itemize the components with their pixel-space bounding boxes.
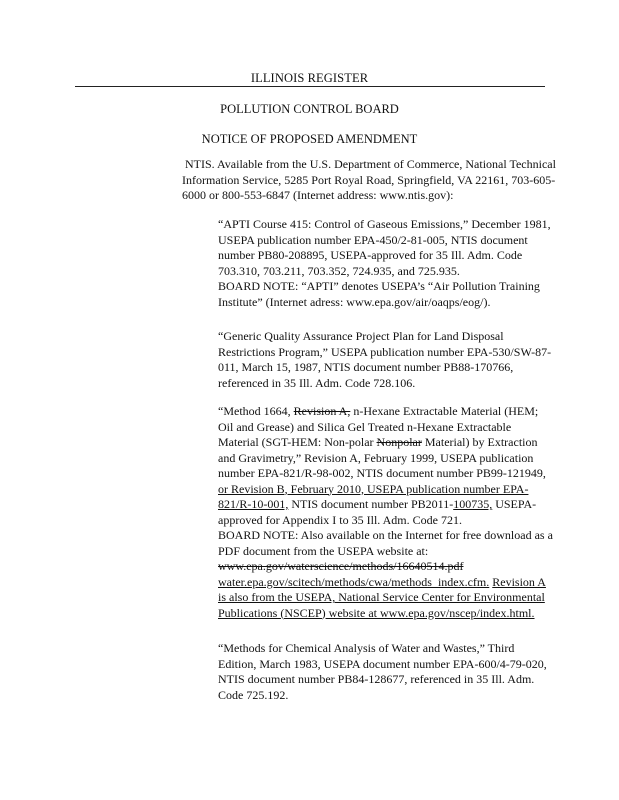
- header-rule: [75, 86, 545, 87]
- method-strike-revision-a: Revision A,: [293, 404, 351, 418]
- entry-water-wastes: “Methods for Chemical Analysis of Water and Wastes,” Third Edition, March 1983, USEPA document number EPA-600/4-79-020, NTIS document number PB84-128677, referenced in 35 Ill. Adm. Code 725.192.: [218, 641, 547, 702]
- entry-apti-text: “APTI Course 415: Control of Gaseous Emissions,” December 1981, USEPA publication number EPA-450/2-81-005, NTIS document number PB80-208895, USEPA-approved for 35 Ill. Adm. Code 703.310, 703.211, 703.352, 724.935, and 725.935.: [218, 217, 551, 278]
- method-text-4: NTIS document number PB2011-: [288, 497, 454, 511]
- notice-title: NOTICE OF PROPOSED AMENDMENT: [201, 132, 418, 146]
- method-strike-nonpolar: Nonpolar: [376, 435, 422, 449]
- method-text-3: Material) by Extraction and Gravimetry,” Revision A, February 1999, USEPA publication number EPA-821/R-98-002, NTIS document number PB99-121949,: [218, 435, 546, 480]
- entry-apti-board-note: BOARD NOTE: “APTI” denotes USEPA’s “Air Pollution Training Institute” (Internet adress: www.epa.gov/air/oaqps/eog/).: [218, 279, 540, 309]
- method-underline-url: water.epa.gov/scitech/methods/cwa/methods_index.cfm.: [218, 574, 490, 589]
- method-text-2: n-Hexane Extractable Material (HEM; Oil and Grease) and Silica Gel Treated n-Hexane Extractable Material (SGT-HEM: Non-polar: [218, 404, 539, 449]
- entry-qa-plan: “Generic Quality Assurance Project Plan for Land Disposal Restrictions Program,” USEPA publication number EPA-530/SW-87-011, March 15, 1987, NTIS document number PB88-170766, referenced in 35 Ill. Adm. Code 728.106.: [218, 329, 552, 390]
- method-strike-url: www.epa.gov/waterscience/methods/16640514.pdf: [218, 559, 464, 573]
- method-text-5: USEPA-approved for Appendix I to 35 Ill. Adm. Code 721.: [218, 497, 537, 527]
- register-title: ILLINOIS REGISTER: [250, 71, 369, 85]
- method-text-1: “Method 1664,: [218, 404, 294, 418]
- method-underline-ntis-number: 100735,: [453, 497, 493, 511]
- entry-apti-course: [218, 217, 553, 310]
- ntis-paragraph: NTIS. Available from the U.S. Department of Commerce, National Technical Information Service, 5285 Port Royal Road, Springfield, VA 22161, 703-605-6000 or 800-553-6847 (Internet address: www.ntis.gov):: [182, 157, 556, 202]
- entry-method-1664: [218, 404, 553, 621]
- board-title: POLLUTION CONTROL BOARD: [220, 102, 399, 116]
- method-underline-revision-b: or Revision B, February 2010, USEPA publication number EPA-821/R-10-001,: [218, 481, 529, 511]
- method-board-note: BOARD NOTE: Also available on the Internet for free download as a PDF document from the USEPA website at:: [218, 528, 553, 558]
- method-underline-revision-a-note: Revision A is also from the USEPA, National Service Center for Environmental Publications (NSCEP) website at www.epa.gov/nscep/index.html.: [218, 574, 546, 620]
